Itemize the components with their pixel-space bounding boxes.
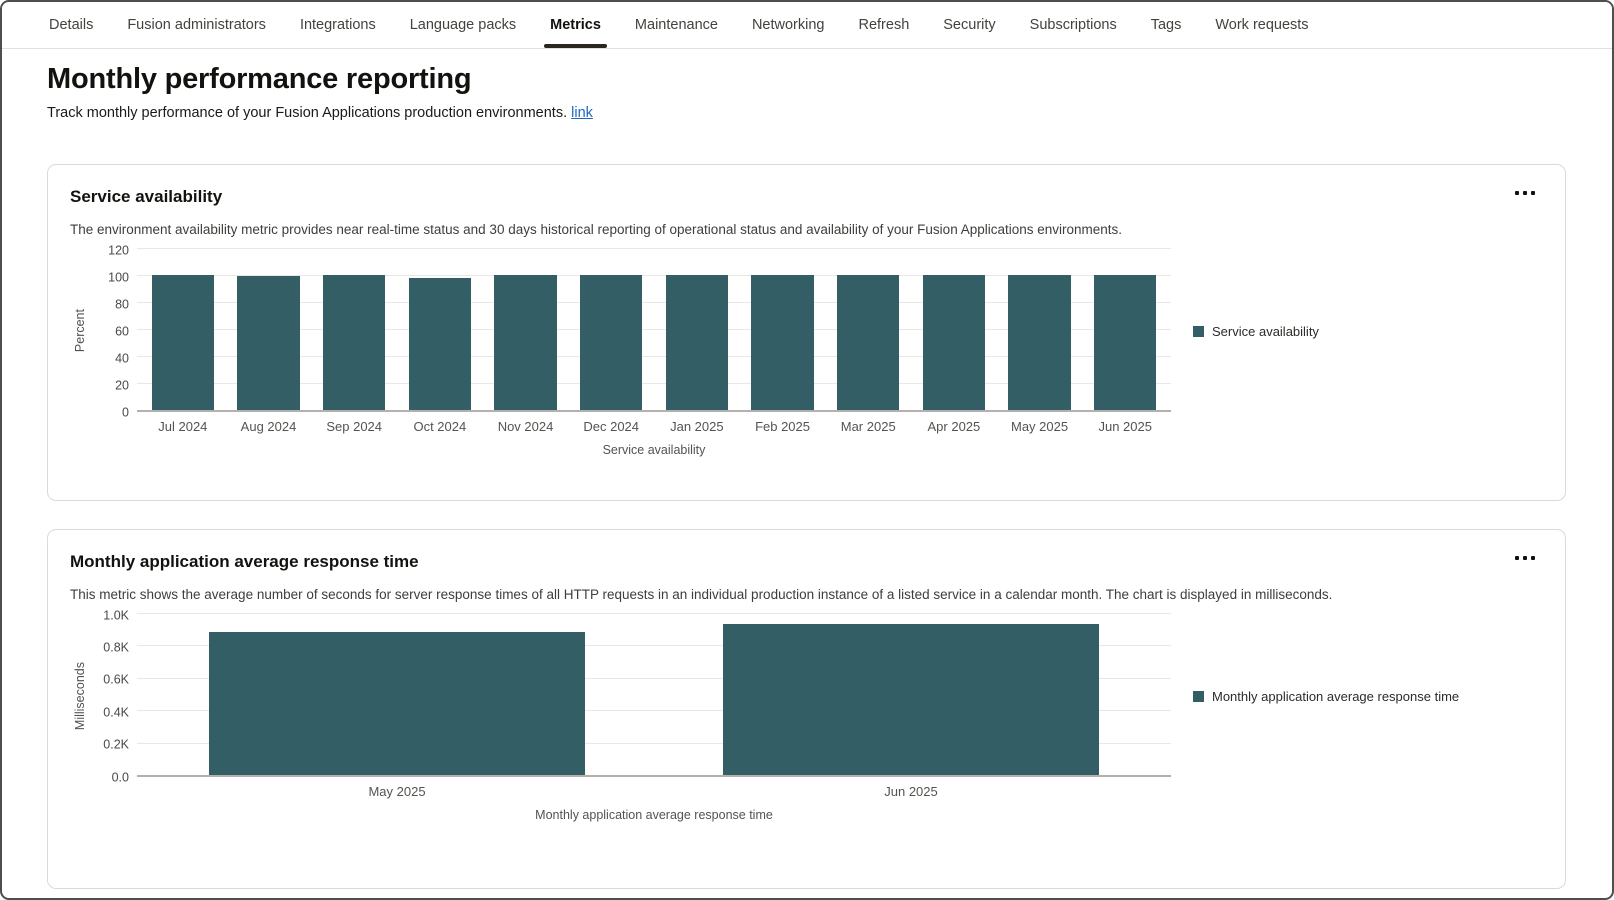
bar-series [137, 250, 1171, 410]
bar-cell [397, 250, 483, 410]
y-axis-title [70, 615, 90, 777]
tab-fusion-administrators[interactable]: Fusion administrators [110, 2, 283, 48]
y-tick-label: 0 [122, 404, 129, 419]
bar-cell [140, 250, 226, 410]
bar-cell [825, 250, 911, 410]
bar-cell [654, 250, 740, 410]
legend-swatch-icon [1193, 691, 1204, 702]
bar-dec-2024[interactable] [580, 275, 643, 410]
tab-networking[interactable]: Networking [735, 2, 842, 48]
card-service-availability [47, 164, 1566, 501]
y-tick-label: 0.0 [111, 769, 129, 784]
bar-jun-2025[interactable] [1094, 275, 1157, 410]
gridline [137, 613, 1171, 614]
bar-cell [140, 615, 654, 775]
x-tick-label: Apr 2025 [927, 419, 981, 434]
legend-item [1193, 689, 1459, 704]
service-availability-chart [70, 242, 1543, 457]
bar-sep-2024[interactable] [323, 275, 386, 410]
legend-label: Monthly application average response time [1212, 688, 1460, 704]
bar-mar-2025[interactable] [837, 275, 900, 410]
ellipsis-icon [1531, 556, 1535, 560]
bar-cell [740, 250, 826, 410]
bar-cell [226, 250, 312, 410]
x-tick-label: Aug 2024 [240, 419, 297, 434]
page-subtitle-text: Track monthly performance of your Fusion Applications production environments. [47, 105, 568, 121]
x-tick-label: May 2025 [368, 784, 426, 799]
bar-may-2025[interactable] [1008, 275, 1071, 410]
x-tick-label: Sep 2024 [326, 419, 383, 434]
x-axis-title: Monthly application average response time [535, 808, 773, 822]
tab-metrics[interactable]: Metrics [533, 2, 618, 48]
y-tick-label: 0.4K [103, 704, 129, 719]
legend-item [1193, 324, 1319, 339]
ellipsis-icon [1523, 556, 1527, 560]
legend-swatch-icon [1193, 326, 1204, 337]
card-header [70, 187, 1543, 207]
card-title: Service availability [70, 187, 223, 206]
bar-feb-2025[interactable] [751, 275, 814, 410]
tab-subscriptions[interactable]: Subscriptions [1013, 2, 1134, 48]
ellipsis-icon [1531, 191, 1535, 195]
legend-label: Service availability [1212, 323, 1319, 339]
x-tick-label: Jun 2025 [1098, 419, 1152, 434]
tab-integrations[interactable]: Integrations [283, 2, 393, 48]
x-tick-label: Nov 2024 [497, 419, 554, 434]
main-content [2, 63, 1612, 889]
card-header [70, 552, 1543, 572]
legend [1171, 615, 1543, 777]
plot-column [137, 615, 1171, 822]
tab-bar [2, 2, 1612, 49]
card-response-time [47, 529, 1566, 889]
y-tick-label: 0.6K [103, 672, 129, 687]
plot-area [137, 250, 1171, 412]
tab-work-requests[interactable]: Work requests [1198, 2, 1325, 48]
bar-jun-2025[interactable] [723, 624, 1098, 775]
card-actions-button[interactable] [1507, 548, 1543, 568]
bar-oct-2024[interactable] [409, 278, 472, 410]
y-tick-label: 20 [115, 377, 129, 392]
chart-grid [70, 607, 1543, 822]
y-axis-title-text: Percent [73, 309, 87, 353]
bar-jul-2024[interactable] [152, 275, 215, 410]
y-tick-label: 120 [108, 242, 129, 257]
y-tick-label: 1.0K [103, 607, 129, 622]
x-axis-labels [137, 784, 1171, 799]
bar-may-2025[interactable] [209, 632, 584, 775]
y-tick-label: 100 [108, 269, 129, 284]
ellipsis-icon [1515, 191, 1519, 195]
y-tick-label: 80 [115, 296, 129, 311]
x-axis-labels [137, 419, 1171, 434]
y-axis-title-text: Milliseconds [73, 661, 87, 731]
x-axis-title: Service availability [602, 443, 706, 457]
y-tick-label: 0.2K [103, 737, 129, 752]
legend [1171, 250, 1543, 412]
bar-cell [311, 250, 397, 410]
y-tick-label: 40 [115, 350, 129, 365]
bar-cell [1082, 250, 1168, 410]
page-title: Monthly performance reporting [47, 63, 472, 95]
bar-aug-2024[interactable] [237, 276, 300, 410]
card-description: This metric shows the average number of seconds for server response times of all HTTP requests in an individual production instance of a listed service in a calendar month. The chart is displayed in milliseconds. [70, 587, 1333, 602]
plot-column [137, 250, 1171, 457]
page-subtitle [47, 105, 1566, 121]
bar-nov-2024[interactable] [494, 275, 557, 410]
ellipsis-icon [1523, 191, 1527, 195]
y-tick-label: 60 [115, 323, 129, 338]
ellipsis-icon [1515, 556, 1519, 560]
x-tick-label: Mar 2025 [840, 419, 896, 434]
bar-cell [568, 250, 654, 410]
bar-apr-2025[interactable] [923, 275, 986, 410]
tab-security[interactable]: Security [926, 2, 1012, 48]
gridline [137, 248, 1171, 249]
bar-cell [997, 250, 1083, 410]
bar-series [137, 615, 1171, 775]
x-tick-label: Jun 2025 [884, 784, 938, 799]
y-axis-ticks [90, 242, 137, 419]
tab-language-packs[interactable]: Language packs [393, 2, 533, 48]
tab-maintenance[interactable]: Maintenance [618, 2, 735, 48]
bar-cell [911, 250, 997, 410]
tab-refresh[interactable]: Refresh [841, 2, 926, 48]
y-axis-ticks [90, 607, 137, 784]
x-tick-label: Feb 2025 [755, 419, 810, 434]
x-tick-label: May 2025 [1011, 419, 1069, 434]
plot-area [137, 615, 1171, 777]
x-tick-label: Jan 2025 [670, 419, 724, 434]
doc-link[interactable]: link [571, 105, 593, 121]
tab-tags[interactable]: Tags [1134, 2, 1199, 48]
bar-cell [654, 615, 1168, 775]
y-tick-label: 0.8K [103, 640, 129, 655]
bar-cell [483, 250, 569, 410]
x-tick-label: Jul 2024 [158, 419, 208, 434]
bar-jan-2025[interactable] [666, 275, 729, 410]
x-tick-label: Dec 2024 [583, 419, 640, 434]
card-title: Monthly application average response time [70, 552, 419, 571]
x-tick-label: Oct 2024 [413, 419, 467, 434]
card-actions-button[interactable] [1507, 183, 1543, 203]
chart-grid [70, 242, 1543, 457]
y-axis-title [70, 250, 90, 412]
response-time-chart [70, 607, 1543, 822]
card-description: The environment availability metric provides near real-time status and 30 days historical reporting of operational status and availability of your Fusion Applications environments. [70, 222, 1123, 237]
tab-details[interactable]: Details [32, 2, 110, 48]
